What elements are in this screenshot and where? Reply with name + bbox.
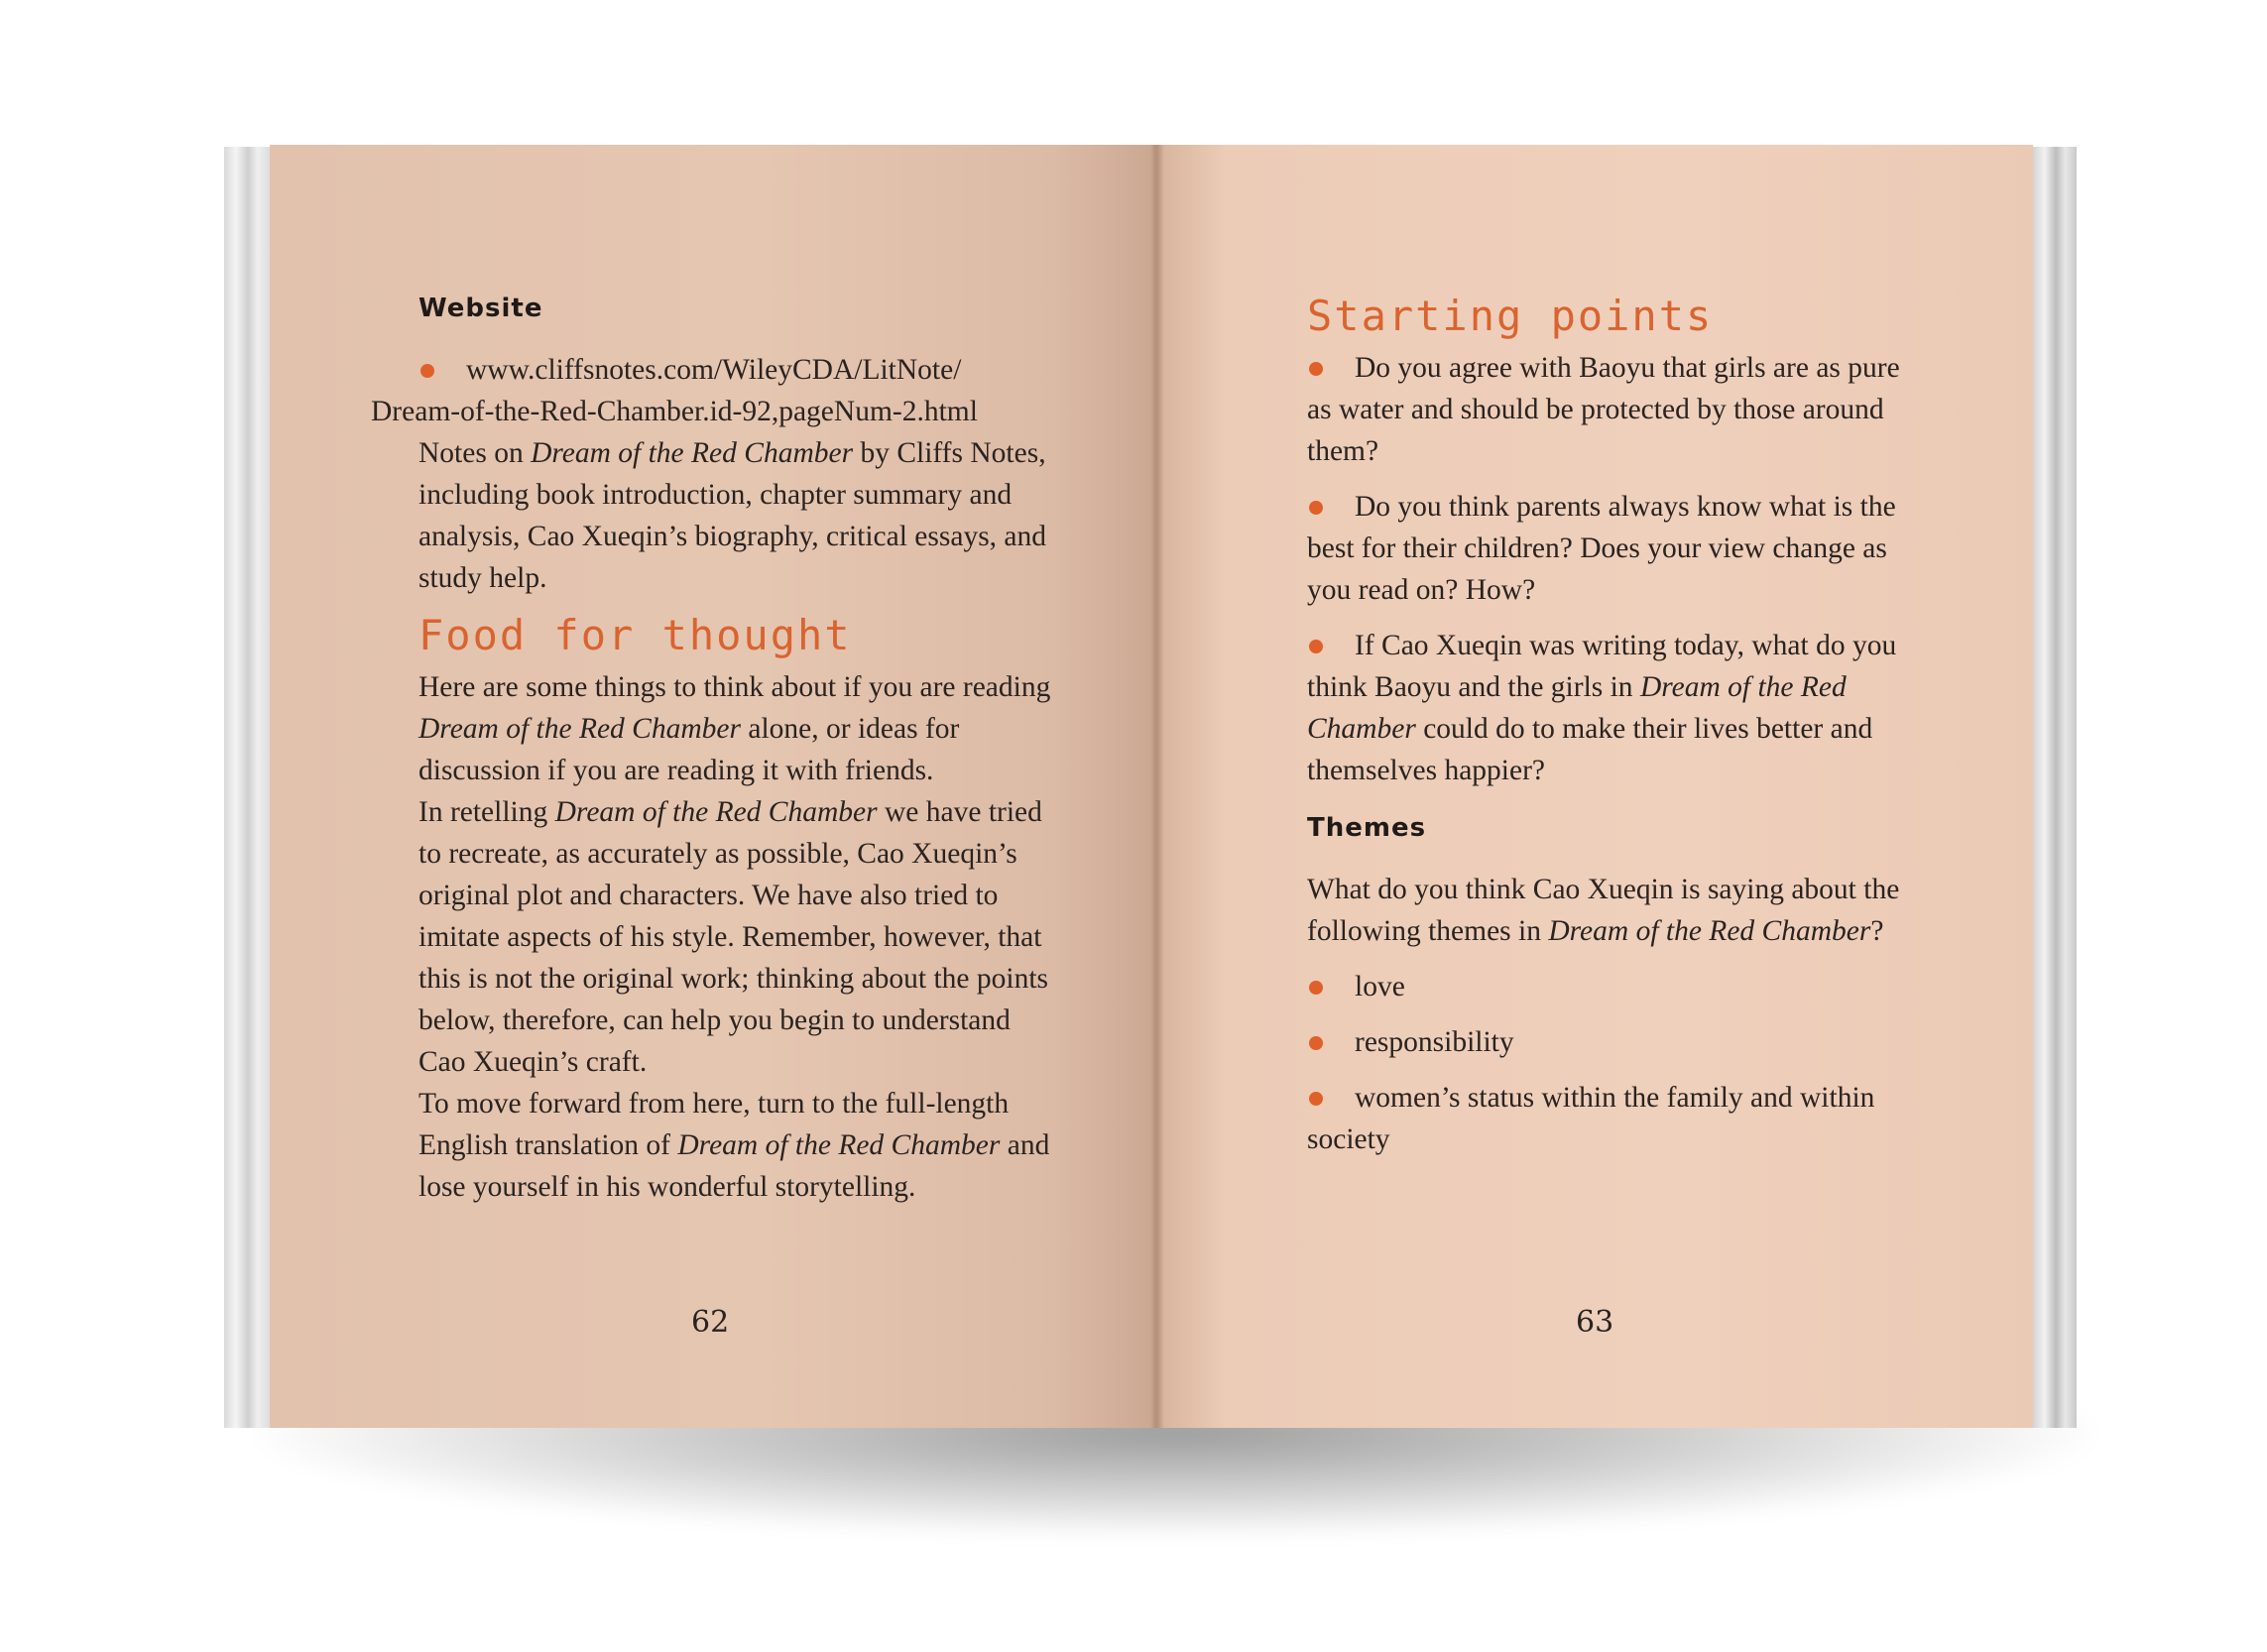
question-item [1307, 486, 1902, 611]
page-number-right: 63 [1576, 1305, 1614, 1340]
page-edges-left [224, 147, 272, 1428]
theme-love: love [1355, 971, 1405, 1003]
food-for-thought-paragraph-3: To move forward from here, turn to the full-length English translation of Dream of the Red Chamber and lose yourself in his wonderful storytelling. [418, 1088, 1050, 1204]
question-item [1307, 625, 1902, 791]
book-title: Dream of the Red Chamber [1548, 915, 1871, 948]
book-title: Dream of the Red Chamber [1307, 671, 1847, 746]
website-url-line2[interactable]: Dream-of-the-Red-Chamber.id-92,pageNum-2.html [371, 396, 978, 427]
right-page-content [1307, 294, 1902, 1160]
question-item [1307, 347, 1902, 472]
theme-item [1307, 1021, 1902, 1063]
food-for-thought-paragraph-2: In retelling Dream of the Red Chamber we have tried to recreate, as accurately as possible, Cao Xueqin’s original plot and characters. We have also tried to imitate aspects of his style. Remember, however, that this is not the original work; thinking about the points below, therefore, can help you begin to understand Cao Xueqin’s craft. [418, 796, 1049, 1079]
left-page-content [371, 294, 1053, 1208]
theme-item [1307, 966, 1902, 1007]
question-1: Do you agree with Baoyu that girls are as pure as water and should be protected by those around them? [1307, 352, 1900, 468]
theme-item [1307, 1077, 1902, 1160]
book-title: Dream of the Red Chamber [554, 796, 878, 829]
page-edges-right [2031, 147, 2077, 1428]
theme-womens-status: women’s status within the family and within society [1307, 1082, 1875, 1156]
website-url-line1[interactable]: www.cliffsnotes.com/WileyCDA/LitNote/ [466, 354, 962, 386]
starting-points-heading: Starting points [1307, 292, 1714, 340]
website-list-item [371, 349, 1053, 599]
book-gutter [1150, 145, 1164, 1428]
food-for-thought-heading: Food for thought [418, 611, 852, 659]
website-heading: Website [418, 294, 543, 323]
food-for-thought-paragraph-1: Here are some things to think about if you are reading Dream of the Red Chamber alone, or ideas for discussion if you are reading it with friends. [418, 671, 1051, 787]
book-title: Dream of the Red Chamber [418, 713, 741, 746]
book-title: Dream of the Red Chamber [677, 1129, 1001, 1162]
website-entry [371, 349, 1053, 432]
book-title: Dream of the Red Chamber [531, 437, 854, 469]
question-3: If Cao Xueqin was writing today, what do you think Baoyu and the girls in Dream of the Red Chamber could do to make their lives better and themselves happier? [1307, 630, 1897, 787]
page-number-left: 62 [691, 1305, 730, 1340]
theme-responsibility: responsibility [1355, 1026, 1514, 1059]
website-description: Notes on Dream of the Red Chamber by Cliffs Notes, including book introduction, chapter summary and analysis, Cao Xueqin’s biography, critical essays, and study help. [418, 437, 1047, 594]
themes-heading: Themes [1307, 813, 1427, 844]
question-2: Do you think parents always know what is the best for their children? Does your view change as you read on? How? [1307, 491, 1896, 607]
themes-intro: What do you think Cao Xueqin is saying about the following themes in Dream of the Red Chamber? [1307, 874, 1900, 948]
